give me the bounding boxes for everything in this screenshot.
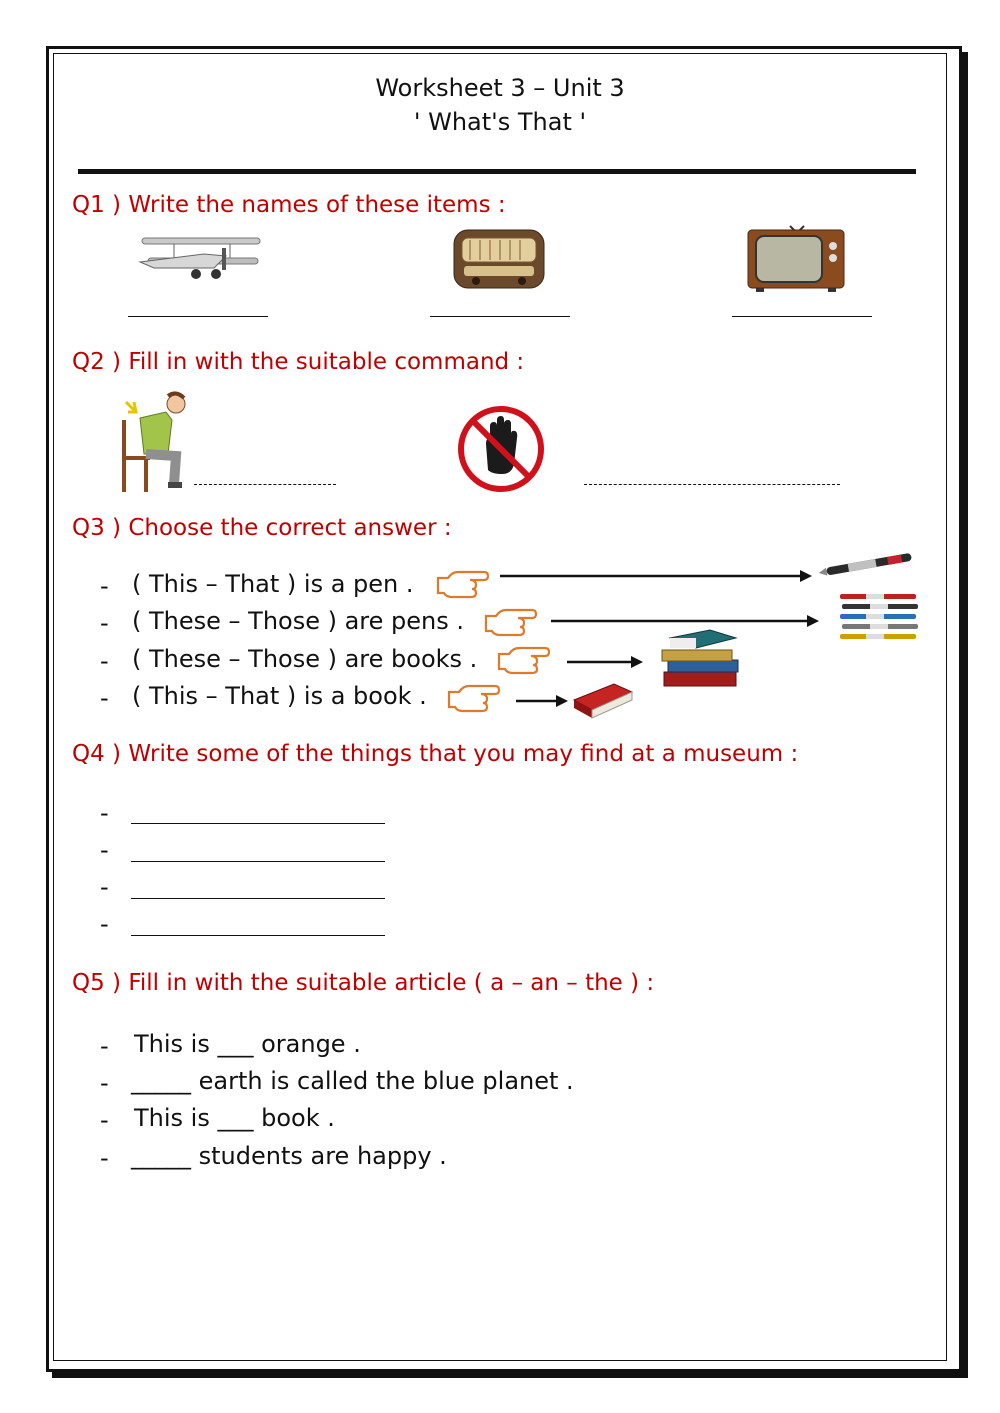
arrow-icon <box>498 568 814 584</box>
q4-heading: Q4 ) Write some of the things that you may find at a museum : <box>72 741 799 767</box>
q1-answer-line-3[interactable] <box>732 316 872 317</box>
q3-item-2: ( These – Those ) are pens . <box>132 607 465 635</box>
q4-bullet-2: - <box>100 836 109 864</box>
q4-bullet-1: - <box>100 799 109 827</box>
q3-bullet-2: - <box>100 609 109 637</box>
stop-hand-sign <box>456 404 546 494</box>
worksheet-title: Worksheet 3 – Unit 3 <box>375 74 625 102</box>
q5-bullet-1: - <box>100 1032 109 1060</box>
sit-down-picture <box>114 390 190 496</box>
q2-heading: Q2 ) Fill in with the suitable command : <box>72 349 525 375</box>
q5-bullet-3: - <box>100 1106 109 1134</box>
q1-answer-line-2[interactable] <box>430 316 570 317</box>
pointing-hand-icon <box>497 642 551 678</box>
q3-item-3: ( These – Those ) are books . <box>132 645 478 673</box>
q3-bullet-1: - <box>100 572 109 600</box>
pointing-hand-icon <box>447 680 501 716</box>
worksheet-subtitle: ' What's That ' <box>413 108 587 136</box>
arrow-icon <box>549 613 821 629</box>
q3-bullet-4: - <box>100 684 109 712</box>
q4-answer-line-4[interactable] <box>131 935 385 936</box>
airplane-picture <box>134 228 266 284</box>
pens-picture <box>836 590 922 642</box>
q5-bullet-4: - <box>100 1144 109 1172</box>
q5-item-2: _____ earth is called the blue planet . <box>131 1067 574 1095</box>
q2-answer-line-2[interactable] <box>584 484 840 485</box>
radio-picture <box>452 226 546 290</box>
q2-answer-line-1[interactable] <box>194 484 336 485</box>
q3-item-1: ( This – That ) is a pen . <box>132 570 414 598</box>
header-divider <box>78 169 916 174</box>
q5-heading: Q5 ) Fill in with the suitable article ( a – an – the ) : <box>72 970 655 996</box>
pointing-hand-icon <box>484 604 538 640</box>
q4-answer-line-2[interactable] <box>131 861 385 862</box>
q3-heading: Q3 ) Choose the correct answer : <box>72 515 452 541</box>
q4-bullet-4: - <box>100 910 109 938</box>
q4-bullet-3: - <box>100 873 109 901</box>
q5-item-3: This is ___ book . <box>134 1104 335 1132</box>
arrow-icon <box>514 693 570 709</box>
q4-answer-line-1[interactable] <box>131 823 385 824</box>
q3-bullet-3: - <box>100 647 109 675</box>
television-picture <box>746 224 846 292</box>
q5-item-1: This is ___ orange . <box>134 1030 361 1058</box>
arrow-icon <box>565 654 645 670</box>
q4-answer-line-3[interactable] <box>131 898 385 899</box>
pen-picture <box>818 550 922 578</box>
q5-item-4: _____ students are happy . <box>131 1142 447 1170</box>
pointing-hand-icon <box>436 566 490 602</box>
book-picture <box>570 680 636 720</box>
q3-item-4: ( This – That ) is a book . <box>132 682 427 710</box>
q1-heading: Q1 ) Write the names of these items : <box>72 192 506 218</box>
q5-bullet-2: - <box>100 1069 109 1097</box>
books-picture <box>660 628 742 690</box>
q1-answer-line-1[interactable] <box>128 316 268 317</box>
